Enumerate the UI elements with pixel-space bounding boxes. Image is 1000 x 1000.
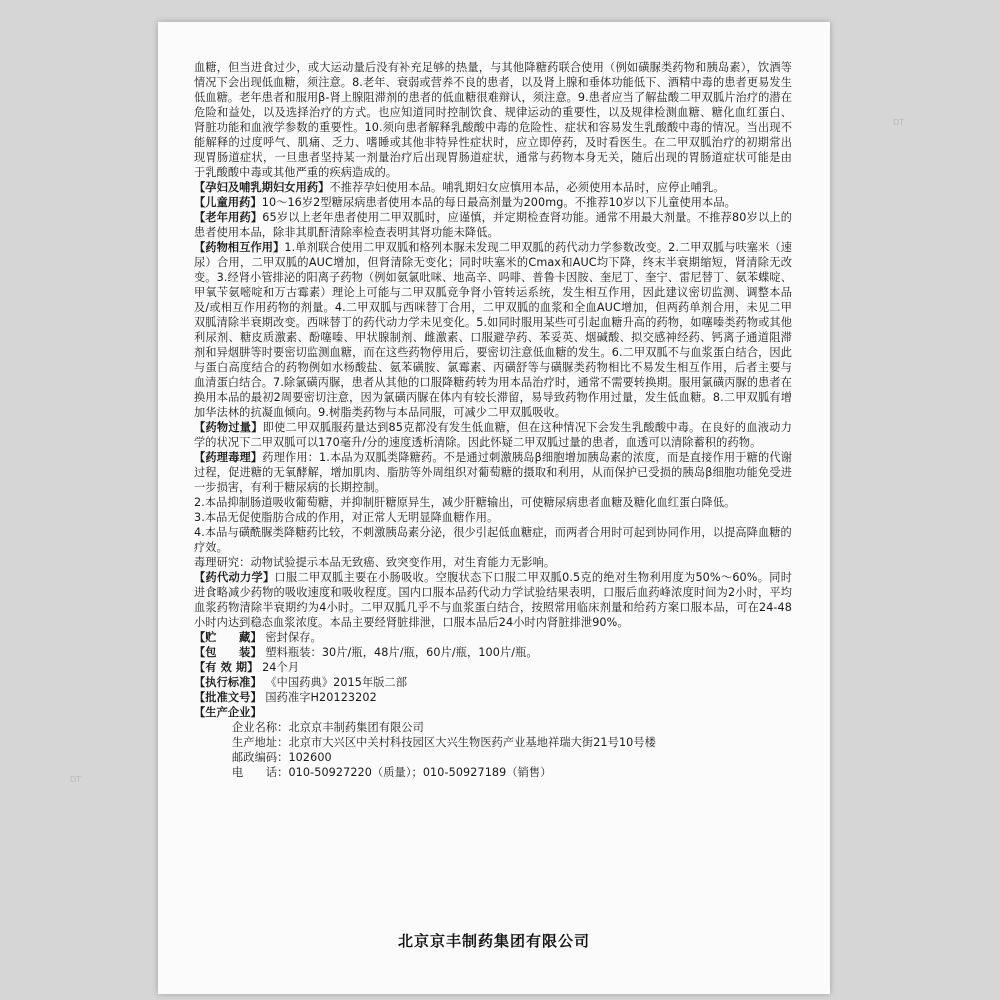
info-label: 【有 效 期】 [194,661,259,674]
info-row-standard [194,675,792,690]
section-text: 药理作用：1.本品为双胍类降糖药。不是通过刺激胰岛β细胞增加胰岛素的浓度，而是直接作用于糖的代谢过程，促进糖的无氧酵解，增加肌肉、脂肪等外周组织对葡萄糖的摄取和利用，从而保护已受损的胰岛β细胞功能免受进一步损害，有利于糖尿病的长期控制。 [194,451,792,494]
info-value: 塑料瓶装：30片/瓶，48片/瓶，60片/瓶，100片/瓶。 [265,646,538,659]
section-heading: 【药物相互作用】 [194,241,285,254]
info-value: 24个月 [262,661,300,674]
section-pregnancy [194,180,792,195]
info-label: 【批准文号】 [194,691,262,704]
pharmacology-item: 2.本品抑制肠道吸收葡萄糖，并抑制肝糖原异生，减少肝糖输出，可使糖尿病患者血糖及糖化血红蛋白降低。 [194,496,736,509]
section-pharmacology [194,450,792,495]
company-address-row [232,735,792,750]
company-label: 邮政编码： [232,751,289,764]
company-postcode-row [232,750,792,765]
company-value: 010-50927220（质量）；010-50927189（销售） [288,766,552,779]
section-text: 口服二甲双胍主要在小肠吸收。空腹状态下口服二甲双胍0.5克的绝对生物利用度为50%～60%。同时进食略减少药物的吸收速度和吸收程度。国内口服本品药代动力学试验结果表明，口服后血药峰浓度时间为2小时，平均血浆药物清除半衰期约为4小时。二甲双胍几乎不与血浆蛋白结合，按照常用临床剂量和给药方案口服本品，可在24-48小时内达到稳态血浆浓度。本品主要经肾脏排泄，口服本品后24小时内肾脏排泄90%。 [194,571,793,629]
info-row-storage [194,630,792,645]
info-value: 《中国药典》2015年版二部 [265,676,408,689]
info-row-approval [194,690,792,705]
section-heading: 【孕妇及哺乳期妇女用药】 [194,181,330,194]
section-heading: 【老年用药】 [194,211,263,224]
toxicology-item: 毒理研究：动物试验提示本品无致癌、致突变作用，对生育能力无影响。 [194,556,556,569]
section-heading: 【药理毒理】 [194,451,263,464]
company-details [232,720,792,780]
section-interactions [194,240,792,420]
watermark-left: DT [70,775,82,784]
section-text: 即使二甲双胍服药量达到85克都没有发生低血糖，但在这种情况下会发生乳酸酸中毒。在良好的血液动力学的状况下二甲双胍可以170毫升/分的速度透析清除。因此怀疑二甲双胍过量的患者，血透可以清除蓄积的药物。 [194,421,792,449]
info-row-manufacturer [194,705,792,720]
section-overdose [194,420,792,450]
company-value: 北京市大兴区中关村科技园区大兴生物医药产业基地祥瑞大街21号10号楼 [288,736,656,749]
company-value: 北京京丰制药集团有限公司 [288,721,424,734]
section-pediatric [194,195,792,210]
footer-company-name: 北京京丰制药集团有限公司 [397,932,590,950]
info-label: 【执行标准】 [194,676,262,689]
section-heading: 【儿童用药】 [194,196,262,209]
section-text: 1.单剂联合使用二甲双胍和格列本脲未发现二甲双胍的药代动力学参数改变。2.二甲双胍与呋塞米（速尿）合用，二甲双胍的AUC增加，但肾清除无变化；同时呋塞米的Cmax和AUC均下降，终末半衰期缩短，肾清除无改变。3.经肾小管排泌的阳离子药物（例如氨氯吡咪、地高辛、吗啡、普鲁卡因胺、奎尼丁、奎宁、雷尼替丁、氨苯蝶啶、甲氧苄氨嘧啶和万古霉素）理论上可能与二甲双胍竞争肾小管转运系统，发生相互作用，因此建议密切监测、调整本品及/或相互作用药物的剂量。4.二甲双胍与西咪替丁合用，二甲双胍的血浆和全血AUC增加，但两药单剂合用，未见二甲双胍清除半衰期改变。西咪替丁的药代动力学未见变化。5.如同时服用某些可引起血糖升高的药物，如噻嗪类药物或其他利尿剂、糖皮质激素、酚噻嗪、甲状腺制剂、雌激素、口服避孕药、苯妥英、烟碱酸、拟交感神经药、钙离子通道阻滞剂和异烟肼等时要密切监测血糖，而在这些药物停用后，要密切注意低血糖的发生。6.二甲双胍不与血浆蛋白结合，因此与蛋白高度结合的药物例如水杨酸盐、氨苯磺胺、氯霉素、丙磺舒等与磺脲类药物相比不易发生相互作用，后者主要与血清蛋白结合。7.除氯磺丙脲，患者从其他的口服降糖药转为用本品治疗时，通常不需要转换期。服用氯磺丙脲的患者在换用本品的最初2周要密切注意，因为氯磺丙脲在体内有较长滞留，易导致药物作用过量，发生低血糖。8.二甲双胍有增加华法林的抗凝血倾向。9.树脂类药物与本品同服，可减少二甲双胍吸收。 [194,241,792,419]
section-geriatric [194,210,792,240]
info-value: 国药准字H20123202 [265,691,377,704]
pharmacology-item: 3.本品无促使脂肪合成的作用，对正常人无明显降血糖作用。 [194,511,499,524]
company-label: 电 话： [232,766,289,779]
precautions-continued: 血糖，但当进食过少，或大运动量后没有补充足够的热量，与其他降糖药联合使用（例如磺脲类药物和胰岛素），饮酒等情况下会出现低血糖，须注意。8.老年、衰弱或营养不良的患者，以及肾上腺和垂体功能低下、酒精中毒的患者更易发生低血糖。老年患者和服用β-肾上腺阻滞剂的患者的低血糖很难辩认，须注意。9.患者应当了解盐酸二甲双胍片治疗的潜在危险和益处，以及选择治疗的方式。也应知道同时控制饮食、规律运动的重要性，以及规律检测血糖、糖化血红蛋白、肾脏功能和血液学参数的重要性。10.须向患者解释乳酸酸中毒的危险性、症状和容易发生乳酸酸中毒的情况。当出现不能解释的过度呼气、肌痛、乏力、嗜睡或其他非特异性症状时，应立即停药，及时看医生。在二甲双胍治疗的初期常出现胃肠道症状，一旦患者坚持某一剂量治疗后出现胃肠道症状，通常与药物本身无关，随后出现的胃肠道症状可能是由于乳酸酸中毒或其他严重的疾病造成的。 [194,61,792,179]
info-row-shelf-life [194,660,792,675]
pharmacology-item: 4.本品与磺酰脲类降糖药比较，不刺激胰岛素分泌，很少引起低血糖症，而两者合用时可起到协同作用，以提高降血糖的疗效。 [194,526,792,554]
info-value: 密封保存。 [265,631,322,644]
info-label: 【包 装】 [194,646,262,659]
info-label: 【贮 藏】 [194,631,262,644]
info-row-packaging [194,645,792,660]
info-label: 【生产企业】 [194,706,262,719]
section-pharmacokinetics [194,570,792,630]
company-label: 生产地址： [232,736,289,749]
company-phone-row [232,765,792,780]
section-text: 65岁以上老年患者使用二甲双胍时，应谨慎，并定期检查肾功能。通常不用最大剂量。不推荐80岁以上的患者使用本品，除非其肌酐清除率检查表明其肾功能未降低。 [194,211,792,239]
section-heading: 【药代动力学】 [194,571,275,584]
company-value: 102600 [288,751,332,764]
watermark-right: DT [893,118,905,127]
section-heading: 【药物过量】 [194,421,263,434]
leaflet-page [158,22,830,994]
leaflet-content [194,60,792,780]
section-text: 不推荐孕妇使用本品。哺乳期妇女应慎用本品，必须使用本品时，应停止哺乳。 [329,181,725,194]
company-name-row [232,720,792,735]
section-text: 10～16岁2型糖尿病患者使用本品的每日最高剂量为200mg。不推荐10岁以下儿童使用本品。 [261,196,736,209]
company-label: 企业名称： [232,721,289,734]
